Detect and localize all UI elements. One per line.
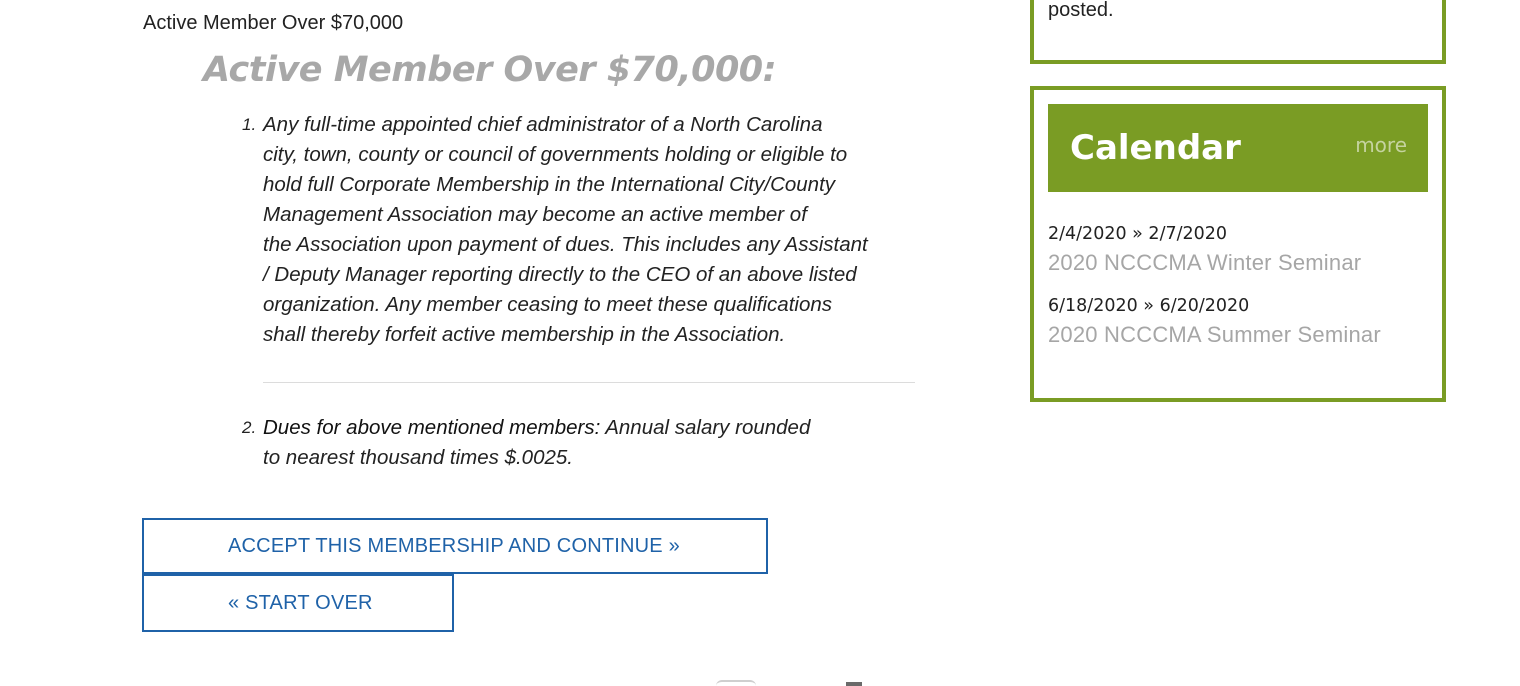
event-dates: 2/4/2020 » 2/7/2020 (1048, 224, 1228, 244)
footer-mark (846, 682, 862, 686)
terms-item-text (263, 413, 923, 473)
terms-item-text: Any full-time appointed chief administrator of a North Carolina city, town, county or council of governments holding or eligible to hold full Corporate Membership in the International City/County Management Association may become an active member of the Association upon payment of dues. This includes any Assistant / Deputy Manager reporting directly to the CEO of an above listed organization. Any member ceasing to meet these qualifications shall thereby forfeit active membership in the Association. (263, 113, 868, 346)
accept-membership-button[interactable]: ACCEPT THIS MEMBERSHIP AND CONTINUE » (142, 518, 768, 574)
membership-terms-list (242, 110, 923, 473)
terms-item-number: 1. (242, 115, 257, 134)
calendar-header (1048, 104, 1428, 192)
sidebar-widget-text: posted. (1048, 0, 1114, 21)
event-dates: 6/18/2020 » 6/20/2020 (1048, 296, 1250, 316)
dues-label: Dues for above mentioned members: (263, 416, 601, 439)
terms-item-eligibility (242, 110, 923, 350)
membership-heading: Active Member Over $70,000: (203, 50, 777, 90)
terms-divider (263, 382, 915, 383)
calendar-event (1048, 220, 1428, 278)
terms-item-number: 2. (242, 418, 257, 437)
terms-item-dues (242, 413, 923, 473)
footer-logo (716, 680, 756, 686)
sidebar-widget-previous (1030, 0, 1446, 64)
calendar-event (1048, 292, 1428, 350)
calendar-events-list (1048, 220, 1428, 364)
event-title-link[interactable]: 2020 NCCCMA Winter Seminar (1048, 250, 1362, 275)
dues-text: Annual salary rounded to nearest thousand times $.0025. (263, 416, 811, 469)
membership-type-label: Active Member Over $70,000 (143, 12, 404, 34)
event-title-link[interactable]: 2020 NCCCMA Summer Seminar (1048, 322, 1381, 347)
start-over-button[interactable]: « START OVER (142, 574, 454, 632)
calendar-title: Calendar (1070, 128, 1241, 168)
calendar-more-link[interactable]: more (1355, 133, 1407, 157)
calendar-widget (1030, 86, 1446, 402)
